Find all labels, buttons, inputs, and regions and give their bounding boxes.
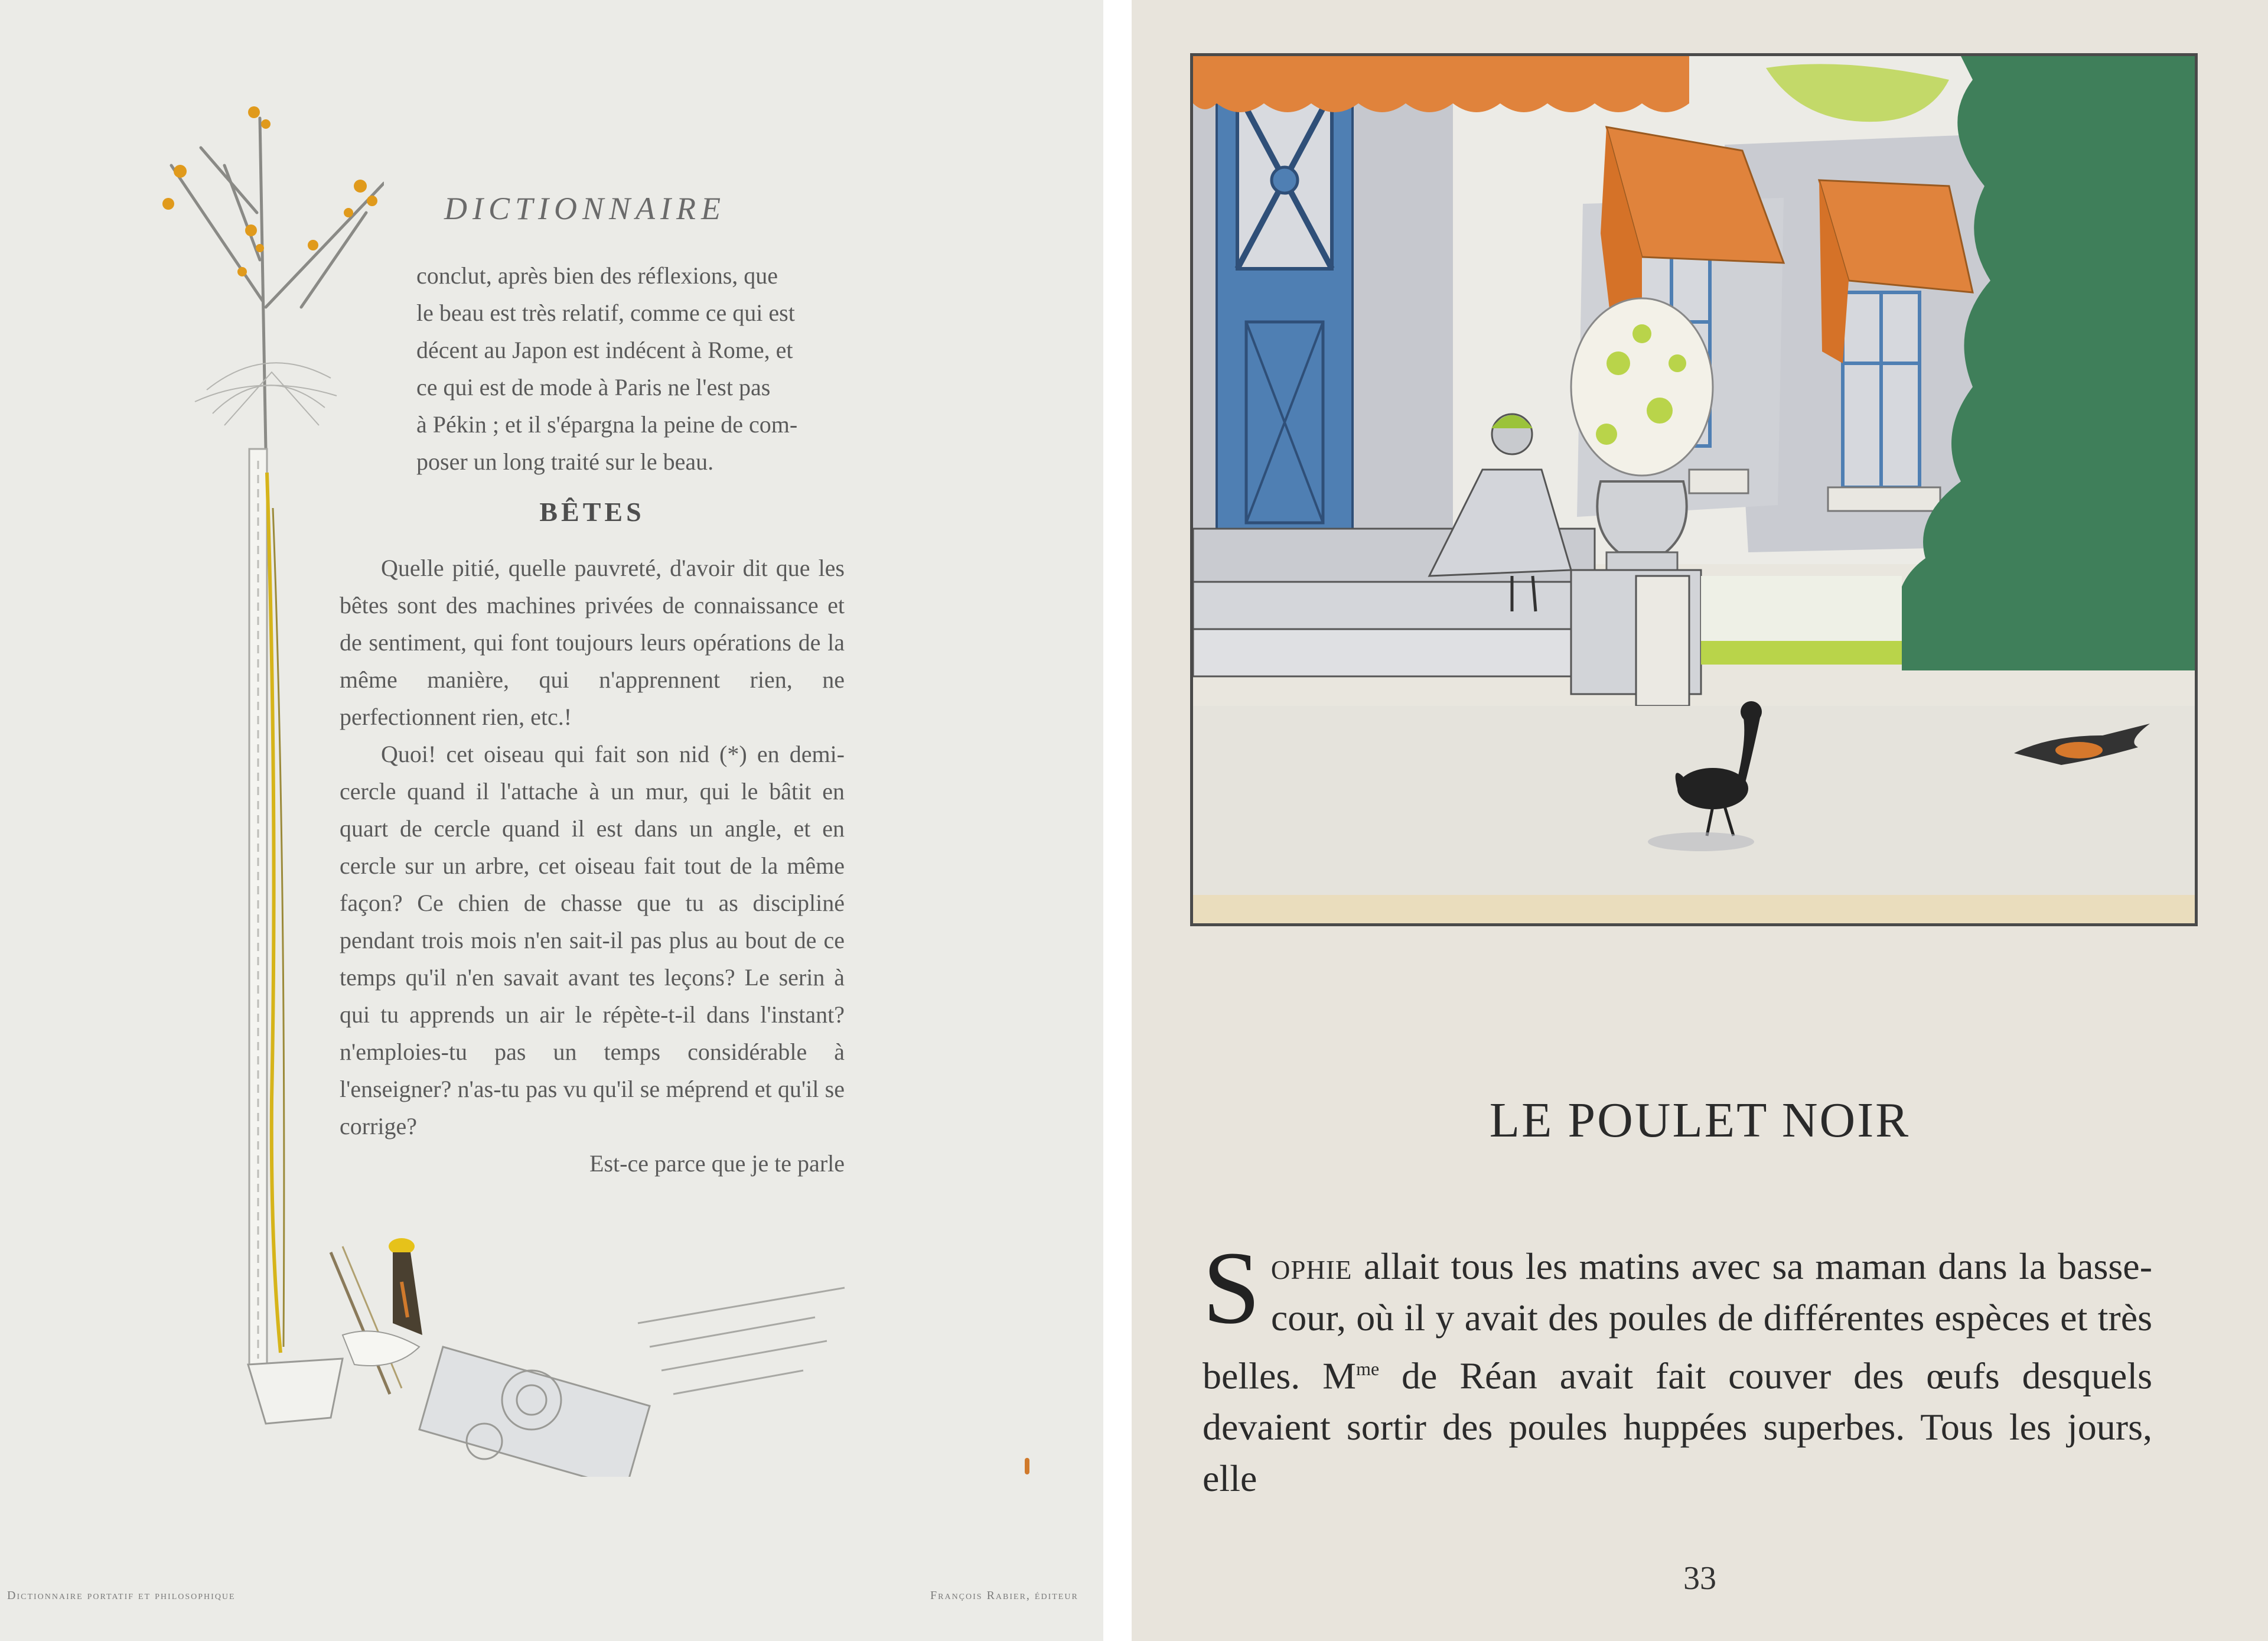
entry-body (340, 549, 845, 1182)
right-page (1132, 0, 2268, 1641)
text-line: conclut, après bien des réflexions, que (416, 262, 778, 289)
paragraph: Quoi! cet oiseau qui fait son nid (*) en demi-cercle quand il l'attache à un mur, qui le bâtit en quart de cercle quand il est dans un angle, et en cercle sur un arbre, cet oiseau fait tout de la même façon? Ce chien de chasse que tu as discipliné pendant trois mois n'en sait-il pas plus au bout de ce temps qu'il n'en savait avant tes leçons? Le serin à qui tu apprends un air le répète-t-il dans l'instant? n'emploies-tu pas un temps considérable à l'enseigner? n'as-tu pas vu qu'il se méprend et qu'il se corrige? (340, 741, 845, 1139)
text-line: le beau est très relatif, comme ce qui est (416, 299, 795, 326)
footer-publisher: François Rabier, éditeur (930, 1589, 1078, 1602)
ornament-mark (1025, 1458, 1029, 1474)
chapter-title: LE POULET NOIR (1489, 1093, 1911, 1148)
running-head: DICTIONNAIRE (444, 191, 726, 226)
text-line: ce qui est de mode à Paris ne l'est pas (416, 374, 771, 401)
drop-cap: S (1203, 1230, 1260, 1346)
intro-text (416, 257, 845, 480)
abbreviation-superscript: me (1356, 1358, 1380, 1379)
courtyard-scene (1193, 56, 2195, 923)
left-page (0, 0, 1103, 1641)
story-text-part: allait tous les matins avec sa maman dans la basse-cour, où il y avait des poules de différentes espèces et très belles. M (1203, 1245, 2152, 1397)
story-text-part: de Réan avait fait couver des œufs desquels devaient sortir des poules huppées superbes. Tous les jours, elle (1203, 1355, 2152, 1500)
gutter (1103, 0, 1132, 1641)
footer-title: Dictionnaire portatif et philosophique (7, 1589, 236, 1602)
paragraph-continuation: Est-ce parce que je te parle (589, 1150, 845, 1177)
text-line: décent au Japon est indécent à Rome, et (416, 337, 793, 363)
gardener-tools-illustration (224, 1229, 904, 1477)
text-line: à Pékin ; et il s'épargna la peine de com- (416, 411, 798, 438)
color-plate-illustration (1190, 53, 2198, 926)
story-text (1203, 1230, 2152, 1504)
page-number: 33 (1683, 1560, 1716, 1597)
entry-title: BÊTES (539, 497, 645, 527)
paragraph: Quelle pitié, quelle pauvreté, d'avoir dit que les bêtes sont des machines privées de connaissance et de sentiment, qui font toujours leurs opérations de la même manière, qui n'apprennent rien, ne perfectionnent rien, etc.! (340, 555, 845, 730)
text-line: poser un long traité sur le beau. (416, 448, 714, 475)
first-word-small-caps: ophie (1270, 1245, 1353, 1287)
